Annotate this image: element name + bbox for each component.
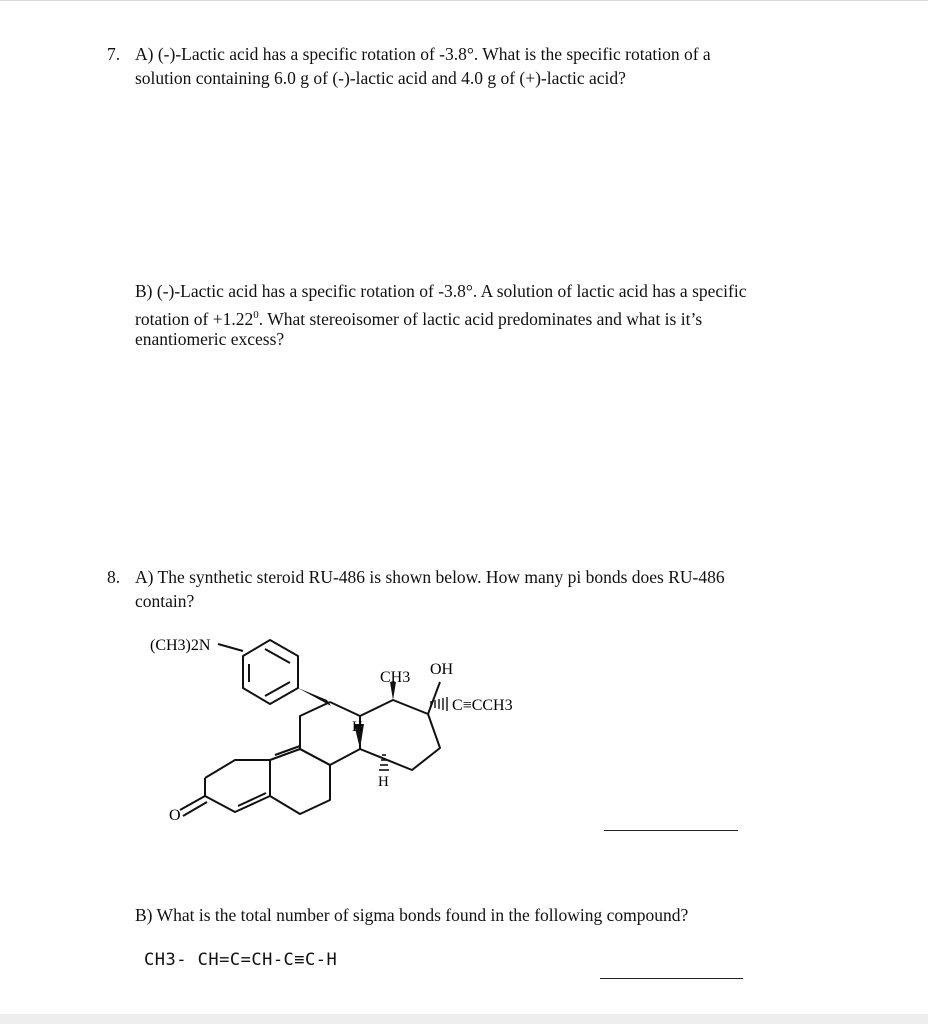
- methyl-label: CH3: [380, 669, 411, 686]
- hydrogen-lower-label: H: [378, 774, 389, 790]
- question-7-number: 7.: [107, 44, 121, 64]
- hydrogen-upper-label: H: [352, 719, 363, 735]
- question-7b-line-1: B) (-)-Lactic acid has a specific rotation of -3.8°. A solution of lactic acid has a specific: [135, 281, 747, 301]
- question-8-number: 8.: [107, 567, 121, 587]
- answer-line-8b[interactable]: [600, 978, 743, 979]
- question-7a-line-2: solution containing 6.0 g of (-)-lactic acid and 4.0 g of (+)-lactic acid?: [135, 68, 626, 88]
- question-7a-line-1: A) (-)-Lactic acid has a specific rotation of -3.8°. What is the specific rotation of a: [135, 44, 711, 64]
- hydroxyl-label: OH: [430, 661, 454, 678]
- carbonyl-oxygen-label: O: [169, 807, 181, 824]
- question-8b: B) What is the total number of sigma bonds found in the following compound?: [135, 905, 689, 925]
- answer-line-8a[interactable]: [604, 830, 738, 831]
- question-7b-line-2: rotation of $+1.22^0$. What stereoisomer of lactic acid predominates and what is it’s: [135, 308, 703, 329]
- alkyne-label: C≡CCH3: [452, 697, 513, 714]
- compound-formula: CH3- CH=C=CH-C≡C-H: [144, 950, 338, 970]
- amine-label: (CH3)2N: [150, 637, 211, 654]
- top-border: [0, 0, 928, 1]
- question-7b-line-3: enantiomeric excess?: [135, 329, 285, 349]
- page-bottom-edge: [0, 1014, 928, 1024]
- question-8a-line-2: contain?: [135, 591, 195, 611]
- question-8a-line-1: A) The synthetic steroid RU-486 is shown below. How many pi bonds does RU-486: [135, 567, 725, 587]
- ru486-structure: [0, 620, 600, 840]
